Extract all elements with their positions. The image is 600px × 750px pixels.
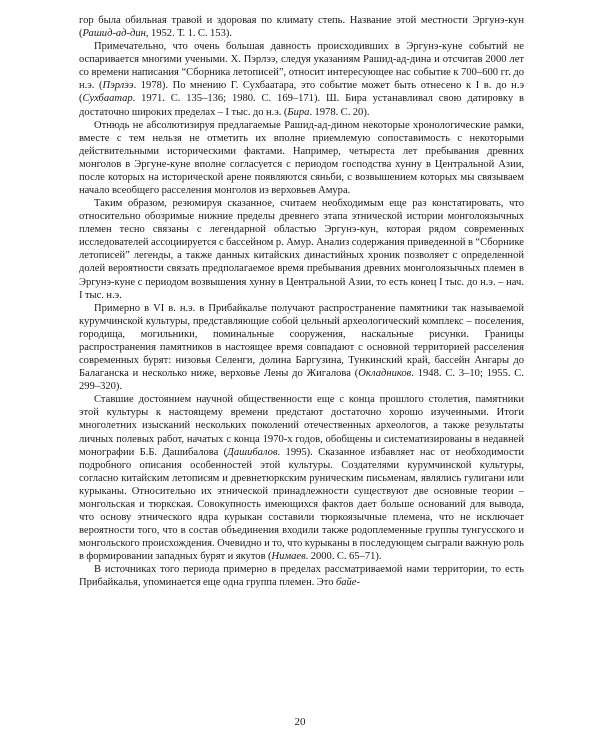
paragraph-3: Отнюдь не абсолютизируя предлагаемые Рашид-ад-дином некоторые хронологические рамки, вместе с тем нельзя не отметить их вполне приемлемую сопоставимость с некоторыми действительными историческими фактами. Например, четыреста лет пребывания древних монголов в Эргуне-куне вполне согласуется с периодом господства хунну в Центральной Азии, после которых на исторической арене появляются сяньби, с возвышением которых мы связываем начало всеобщего расселения монголов из верховьев Амура. bbox=[79, 119, 524, 197]
paragraph-1: гор была обильная травой и здоровая по климату степь. Название этой местности Эргунэ-кун (Рашид-ад-дин, 1952. Т. 1. С. 153). bbox=[79, 15, 524, 40]
paragraph-2: Примечательно, что очень большая давность происходивших в Эргунэ-куне событий не оспаривается многими учеными. Х. Пэрлээ, следуя указаниям Рашид-ад-дина и отсчитав 2000 лет со времени написания “Сборника летописей”, относит интересующее нас событие к 700–600 гг. до н.э. (Пэрлээ. 1978). По мнению Г. Сухбаатара, это событие может быть отнесено к I в. до н.э (Сухбаатар. 1971. С. 135–136; 1980. С. 169–171). Ш. Бира устанавливал свою датировку в достаточно широких пределах – I тыс. до н.э. (Бира. 1978. С. 20). bbox=[79, 41, 524, 118]
paragraph-5: Примерно в VI в. н.э. в Прибайкалье получают распространение памятники так называемой курумчинской культуры, представляющие собой цельный археологический комплекс – поселения, городища, могильники, поминальные сооружения, наскальные рисунки. Границы распространения памятников в настоящее время совпадают с основной территорией расселения современных бурят: низовья Селенги, долина Баргузина, Тункинский край, бассейн Ангары до Балаганска и несколько ниже, верховье Лены до Жигалова (Окладников. 1948. С. 3–10; 1955. С. 299–320). bbox=[79, 302, 524, 393]
paragraph-6: Ставшие достоянием научной общественности еще с конца прошлого столетия, памятники этой культуры к настоящему времени предстают достаточно хорошо изученными. Итоги многолетних изысканий нескольких поколений отечественных археологов, а также результаты личных полевых работ, начатых с конца 1970-х годов, обобщены и систематизированы в недавней монографии Б.Б. Дашибалова (Дашибалов. 1995). Сказанное избавляет нас от необходимости подробного описания особенностей этой культуры. Создателями курумчинской культуры, согласно китайским летописям и древнетюркским руническим письменам, являлись гулигани или курыканы. Относительно их этнической принадлежности существуют две основные теории – монгольская и тюркская. Совокупность имеющихся фактов дает больше оснований для вывода, что основу этнического ядра курыкан составили тюркоязычные племена, что не исключает вероятности того, что в состав объединения входили также родоплеменные группы тунгусского и монгольского происхождения. Очевидно и то, что курыканы в последующем сыграли важную роль в формировании западных бурят и якутов (Нимаев. 2000. С. 65–71). bbox=[79, 394, 524, 563]
paragraph-4: Таким образом, резюмируя сказанное, считаем необходимым еще раз констатировать, что относительно обозримые нижние пределы древнего этапа этнической истории монголоязычных племен тесно связаны с легендарной областью Эргунэ-кун, которая рядом современных исследователей ассоциируется с бассейном р. Амур. Анализ содержания приведенной в “Сборнике летописей” легенды, а также данных китайских династийных хроник позволяет с определенной долей вероятности связать предполагаемое время пребывания древних монголоязычных племен в Эргунэ-куне с периодом возвышения хунну в Центральной Азии, то есть конец I тыс. до н.э. – нач. I тыс. н.э. bbox=[79, 198, 524, 301]
page-body-text bbox=[79, 14, 524, 589]
paragraph-7: В источниках того периода примерно в пределах рассматриваемой нами территории, то есть Прибайкалья, упоминается еще одна группа племен. Это байе- bbox=[79, 564, 524, 589]
page-number: 20 bbox=[294, 716, 306, 728]
